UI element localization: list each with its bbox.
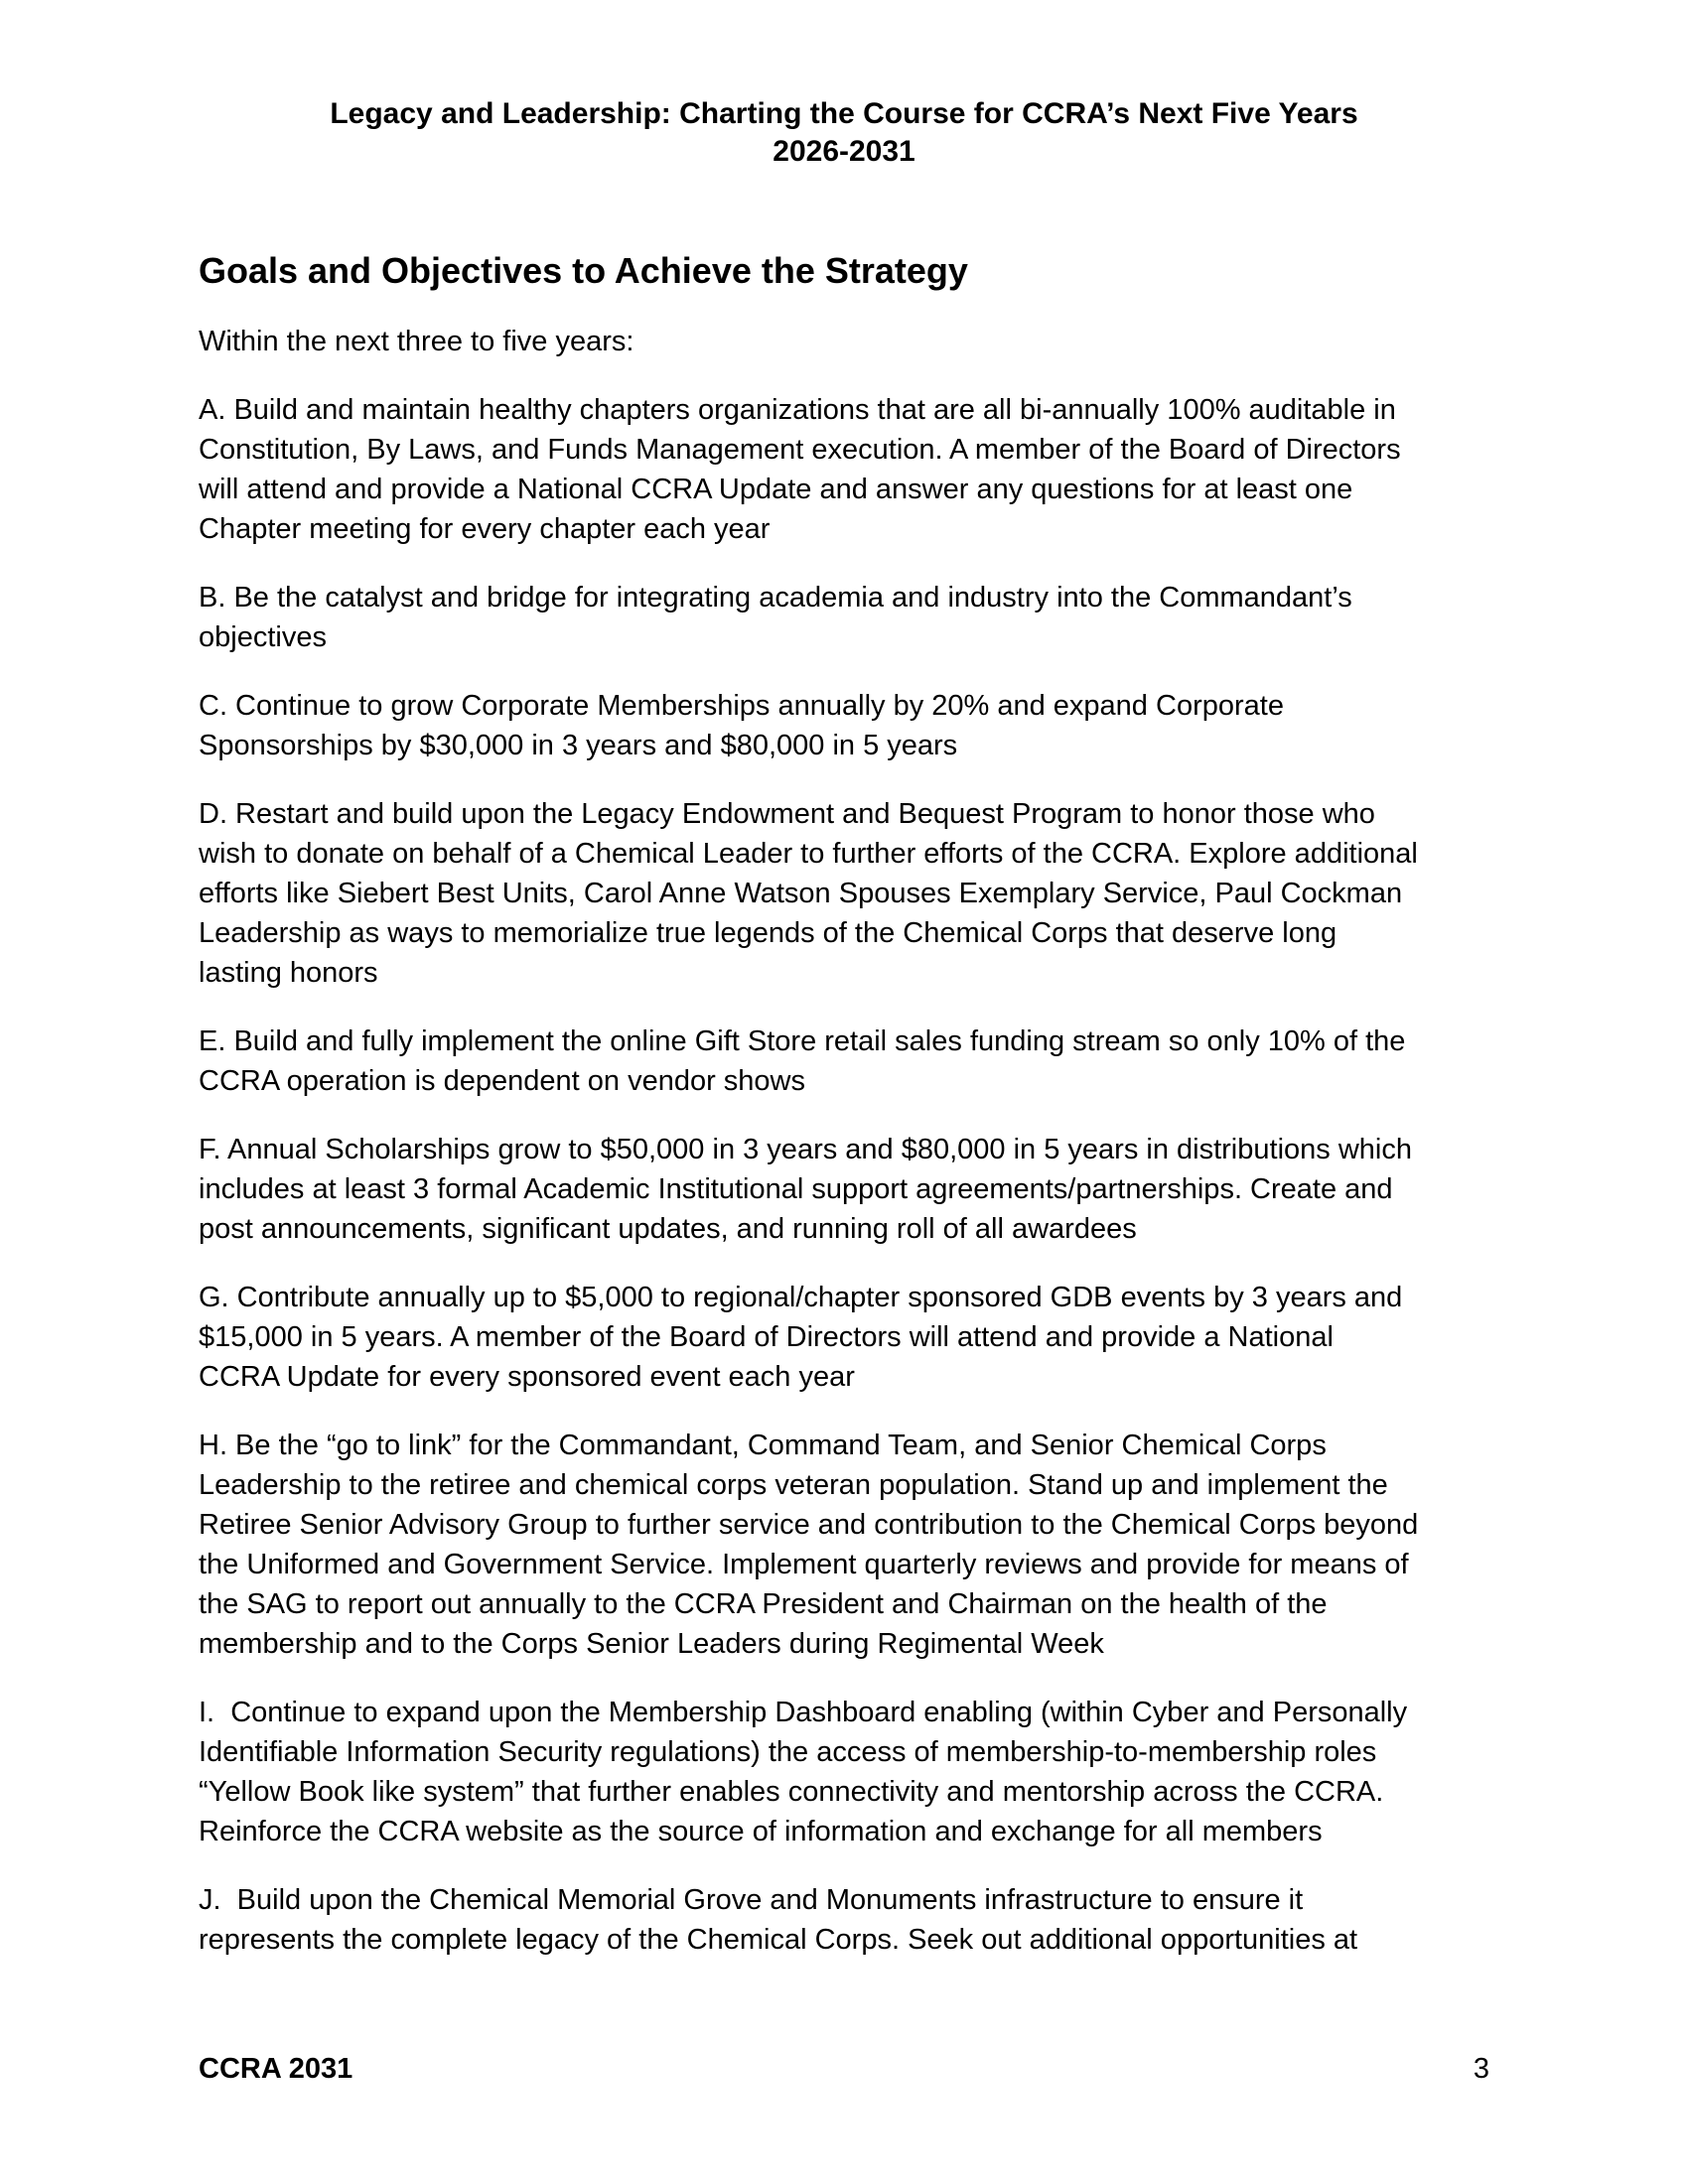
- intro-text: Within the next three to five years:: [199, 326, 634, 357]
- paragraph-a: [199, 390, 1489, 549]
- text-line: the Uniformed and Government Service. Implement quarterly reviews and provide for means of: [199, 1549, 1409, 1580]
- text-line: F. Annual Scholarships grow to $50,000 in 3 years and $80,000 in 5 years in distributions which: [199, 1134, 1412, 1165]
- title-line-1: Legacy and Leadership: Charting the Course for CCRA’s Next Five Years: [330, 97, 1358, 130]
- text-line: B. Be the catalyst and bridge for integrating academia and industry into the Commandant’s: [199, 582, 1352, 614]
- paragraph-e: [199, 1022, 1489, 1101]
- text-line: Identifiable Information Security regulations) the access of membership-to-membership roles: [199, 1736, 1377, 1768]
- text-line: CCRA operation is dependent on vendor shows: [199, 1065, 805, 1097]
- text-line: A. Build and maintain healthy chapters organizations that are all bi-annually 100% auditable in: [199, 394, 1396, 426]
- paragraph-h: [199, 1426, 1489, 1664]
- text-line: CCRA Update for every sponsored event each year: [199, 1361, 855, 1393]
- text-line: J. Build upon the Chemical Memorial Grove and Monuments infrastructure to ensure it: [199, 1884, 1304, 1916]
- title-line-2: 2026-2031: [773, 135, 915, 168]
- text-line: Constitution, By Laws, and Funds Management execution. A member of the Board of Directors: [199, 434, 1401, 466]
- text-line: the SAG to report out annually to the CCRA President and Chairman on the health of the: [199, 1588, 1328, 1620]
- text-line: efforts like Siebert Best Units, Carol Anne Watson Spouses Exemplary Service, Paul Cockman: [199, 878, 1403, 909]
- paragraph-b: [199, 578, 1489, 657]
- section-heading: Goals and Objectives to Achieve the Strategy: [199, 250, 968, 291]
- page-footer: [199, 2049, 1489, 2089]
- paragraph-f: [199, 1130, 1489, 1249]
- text-line: Retiree Senior Advisory Group to further service and contribution to the Chemical Corps beyond: [199, 1509, 1419, 1541]
- text-line: Reinforce the CCRA website as the source of information and exchange for all members: [199, 1816, 1323, 1847]
- text-line: E. Build and fully implement the online Gift Store retail sales funding stream so only 10% of the: [199, 1025, 1406, 1057]
- text-line: represents the complete legacy of the Chemical Corps. Seek out additional opportunities at: [199, 1924, 1358, 1956]
- text-line: C. Continue to grow Corporate Memberships annually by 20% and expand Corporate: [199, 690, 1284, 722]
- page-title: [199, 0, 1489, 171]
- text-line: Leadership as ways to memorialize true legends of the Chemical Corps that deserve long: [199, 917, 1337, 949]
- page-number: 3: [1473, 2053, 1489, 2085]
- text-line: H. Be the “go to link” for the Commandant, Command Team, and Senior Chemical Corps: [199, 1430, 1327, 1461]
- text-line: post announcements, significant updates, and running roll of all awardees: [199, 1213, 1137, 1245]
- text-line: membership and to the Corps Senior Leaders during Regimental Week: [199, 1628, 1104, 1660]
- footer-doc-label: CCRA 2031: [199, 2053, 353, 2085]
- text-line: includes at least 3 formal Academic Institutional support agreements/partnerships. Create and: [199, 1173, 1393, 1205]
- paragraph-i: [199, 1693, 1489, 1851]
- paragraph-c: [199, 686, 1489, 765]
- paragraph-j: [199, 1880, 1489, 1960]
- text-line: wish to donate on behalf of a Chemical Leader to further efforts of the CCRA. Explore additional: [199, 838, 1418, 870]
- text-line: “Yellow Book like system” that further enables connectivity and mentorship across the CCRA.: [199, 1776, 1384, 1808]
- text-line: will attend and provide a National CCRA Update and answer any questions for at least one: [199, 474, 1353, 505]
- text-line: Sponsorships by $30,000 in 3 years and $80,000 in 5 years: [199, 730, 958, 761]
- paragraph-d: [199, 794, 1489, 993]
- text-line: lasting honors: [199, 957, 378, 989]
- text-line: objectives: [199, 621, 327, 653]
- text-line: Leadership to the retiree and chemical corps veteran population. Stand up and implement the: [199, 1469, 1388, 1501]
- paragraph-g: [199, 1278, 1489, 1397]
- text-line: D. Restart and build upon the Legacy Endowment and Bequest Program to honor those who: [199, 798, 1375, 830]
- text-line: Chapter meeting for every chapter each year: [199, 513, 771, 545]
- document-content: [199, 0, 1489, 1960]
- text-line: G. Contribute annually up to $5,000 to regional/chapter sponsored GDB events by 3 years and: [199, 1282, 1403, 1313]
- text-line: I. Continue to expand upon the Membership Dashboard enabling (within Cyber and Personally: [199, 1697, 1408, 1728]
- text-line: $15,000 in 5 years. A member of the Board of Directors will attend and provide a National: [199, 1321, 1334, 1353]
